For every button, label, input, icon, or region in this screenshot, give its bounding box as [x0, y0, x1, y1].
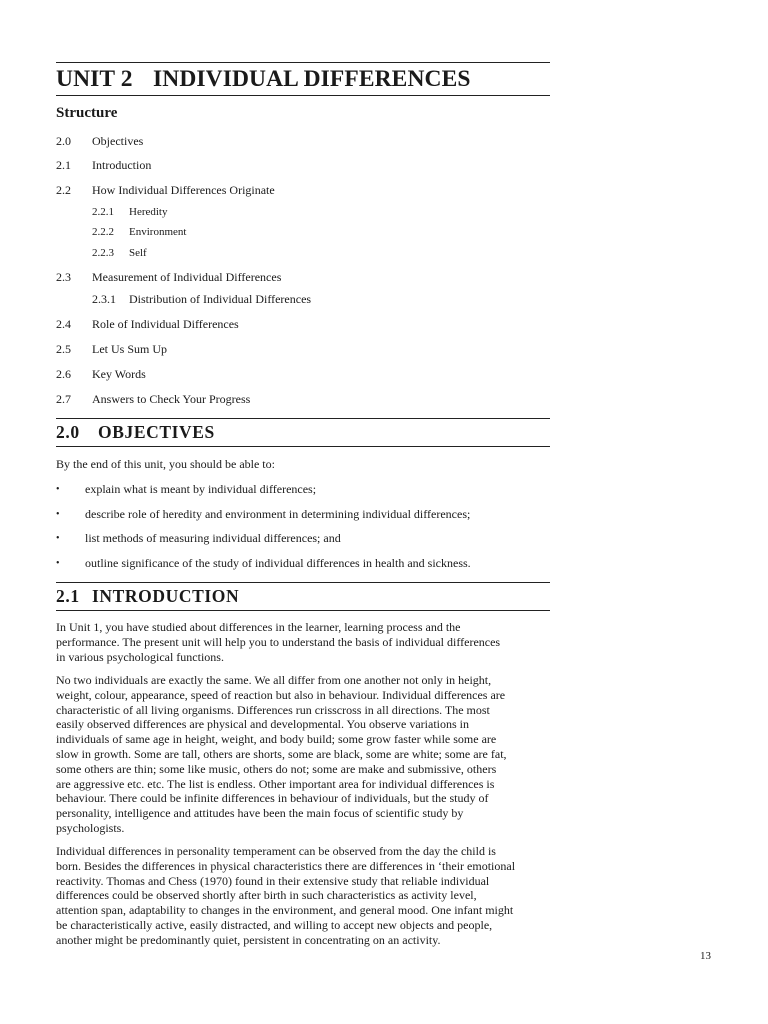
text-line: another might be predominantly quiet, persistent in concentrating on an activity.	[56, 932, 441, 947]
text-line: differences could be observed shortly after birth in such characteristics as activity level,	[56, 888, 477, 903]
toc-item-number: 2.7	[56, 392, 71, 406]
text-line: born. Besides the differences in physical characteristics there are differences in ‘their emotional	[56, 858, 516, 873]
toc-item-number: 2.1	[56, 158, 71, 172]
toc-item-label: Let Us Sum Up	[92, 342, 167, 356]
text-line: behaviour. There could be infinite differences in behaviour of individuals, but the study of	[56, 791, 489, 806]
toc-item-number: 2.2.2	[92, 226, 114, 238]
toc-item-number: 2.0	[56, 134, 71, 148]
toc-item-number: 2.6	[56, 367, 71, 381]
objectives-heading-bar	[56, 418, 550, 447]
section-number: 2.0	[56, 422, 80, 442]
toc-item-label: How Individual Differences Originate	[92, 183, 275, 197]
text-line: performance. The present unit will help you to understand the basis of individual differences	[56, 634, 501, 649]
toc-item-number: 2.3	[56, 270, 71, 284]
text-line: In Unit 1, you have studied about differences in the learner, learning process and the	[56, 620, 461, 634]
objective-text: describe role of heredity and environment in determining individual differences;	[85, 507, 471, 521]
bullet-icon: •	[56, 558, 60, 569]
objective-text: list methods of measuring individual differences; and	[85, 531, 341, 545]
structure-heading: Structure	[56, 105, 118, 121]
text-line: Individual differences in personality temperament can be observed from the day the child is	[56, 844, 496, 858]
toc-item-label: Self	[129, 247, 147, 259]
toc-item-number: 2.5	[56, 342, 71, 356]
objectives-intro: By the end of this unit, you should be able to:	[56, 457, 275, 471]
text-line: attention span, adaptability to changes in the environment, and general mood. One infant might	[56, 903, 514, 918]
unit-number: UNIT 2	[56, 66, 133, 92]
section-title: INTRODUCTION	[92, 586, 240, 606]
bullet-icon: •	[56, 509, 60, 520]
toc-item-label: Distribution of Individual Differences	[129, 292, 312, 306]
bullet-icon: •	[56, 533, 60, 544]
toc-item-label: Measurement of Individual Differences	[92, 270, 282, 284]
toc-item-label: Environment	[129, 226, 187, 238]
text-line: slow in growth. Some are tall, others are shorts, some are black, some are white; some are fat,	[56, 746, 507, 761]
text-line: weight, colour, appearance, speed of reaction but also in behaviour. Individual differences are	[56, 687, 506, 702]
text-line: be characteristically active, easily distracted, and willing to accept new objects and people,	[56, 917, 493, 932]
introduction-heading-bar	[56, 582, 550, 611]
section-title: OBJECTIVES	[98, 422, 215, 442]
unit-title	[56, 65, 471, 93]
text-line: psychologists.	[56, 820, 125, 835]
objectives-heading	[56, 422, 215, 442]
bullet-icon: •	[56, 484, 60, 495]
toc-item-number: 2.2	[56, 183, 71, 197]
unit-name: INDIVIDUAL DIFFERENCES	[153, 66, 471, 92]
unit-title-bar	[56, 62, 550, 96]
toc-item-label: Answers to Check Your Progress	[92, 392, 251, 406]
introduction-paragraph	[56, 844, 550, 948]
toc-item-label: Introduction	[92, 158, 152, 172]
text-line: are aggressive etc. etc. The list is endless. Other important area for individual differences is	[56, 776, 495, 791]
page-number: 13	[700, 950, 711, 962]
objective-text: explain what is meant by individual differences;	[85, 482, 317, 496]
toc-item-number: 2.2.3	[92, 247, 114, 259]
toc-item-label: Key Words	[92, 367, 146, 381]
toc-item-label: Heredity	[129, 206, 168, 218]
text-line: personality, intelligence and attitudes have been the main focus of scientific study by	[56, 806, 464, 821]
objective-text: outline significance of the study of individual differences in health and sickness.	[85, 556, 471, 570]
toc-item-label: Role of Individual Differences	[92, 317, 239, 331]
text-line: individuals of same age in height, weight, and body build; some grow faster while some are	[56, 732, 497, 747]
text-line: in various psychological functions.	[56, 649, 224, 664]
text-line: characteristic of all living organisms. Differences run crisscross in all directions. The most	[56, 702, 490, 717]
toc-item-label: Objectives	[92, 134, 144, 148]
text-line: reactivity. Thomas and Chess (1970) found in their extensive study that reliable individual	[56, 873, 490, 888]
text-line: easily observed differences are physical and developmental. You observe variations in	[56, 717, 469, 732]
introduction-paragraph	[56, 673, 550, 836]
text-line: No two individuals are exactly the same. We all differ from one another not only in height,	[56, 673, 492, 687]
section-number: 2.1	[56, 586, 80, 606]
introduction-paragraph	[56, 620, 550, 664]
toc-item-number: 2.2.1	[92, 206, 114, 218]
toc-item-number: 2.4	[56, 317, 71, 331]
text-line: some others are thin; some like music, others do not; some are make and submissive, others	[56, 761, 497, 776]
introduction-heading	[56, 586, 239, 606]
toc-item-number: 2.3.1	[92, 292, 116, 306]
